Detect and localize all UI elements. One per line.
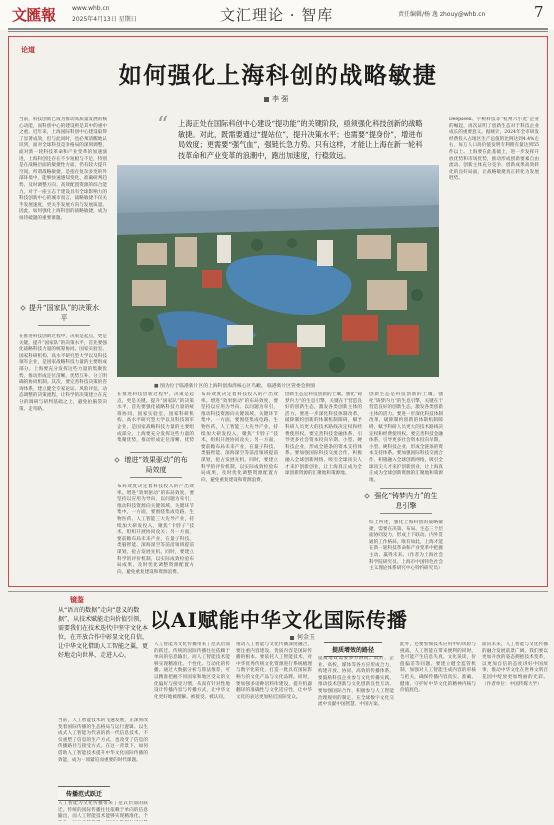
body-column: 此外，还要警惕技术应用中的风险与挑战。人工智能在带来便利的同时，也可能产生信息失真、文化误读、价值偏差等问题。要建立健全监管机制，加强对人工智能生成内容的审核与把关，确保传播内容真实、准确、健康，守护好中华文化的精神内核与价值底色。 — [400, 642, 476, 694]
body-column: 面向未来，人工智能与文化传播的融合发展前景广阔。我们要以更加开放的姿态拥抱技术变革，以更加自信的态度讲好中国故事，推动中华文化在世界文明百花园中绽放更加绚丽的光彩。（作者单位：中国传媒大学） — [482, 642, 548, 687]
section-title: 文汇理论 · 智库 — [220, 6, 334, 24]
body-column: 创新生态是科技创新的土壤。强化“铸梦内力”的生息引擎，关键在于营造良好的创新生态，激发各类创新主体的活力。要进一步深化科技体制改革，破除制约创新的体制机制障碍，赋予科研人员更大的技术路线决定权和经费使用权。要完善科技金融体系，引导更多社会资本投向早期、小型、硬科技企业，形成全链条的资本支持体系。要加强国际科技交流合作，积极融入全球创新网络，吸引全球顶尖人才来沪创新创业，让上海真正成为全球创新资源的汇聚地和策源地。 — [285, 392, 362, 477]
body-column: 布局效度决定着科技投入的产出效率。增进“效果驱动”的布局效度，要坚持以应用为导向、以问题为牵引，推动科技资源向关键领域、关键环节集中。一方面，要围绕集成电路、生物医药、人工智能三大先导产业，持续加大研发投入，聚焦“卡脖子”技术，组织开展协同攻关；另一方面，要前瞻布局未来产业，在量子科技、类脑智能、深海深空等前沿领域提前谋划，抢占发展先机。同时，要建立科学的评价机制，以实际成效检验布局成果，及时优化调整资源配置方向，避免重复建设和资源浪费。 — [117, 484, 194, 575]
site-url: www.whb.cn — [72, 5, 110, 12]
editor-credit: 责任编辑/杨 逸 zhouy@whb.cn — [398, 11, 486, 18]
body-column: 创新生态是科技创新的土壤。强化“铸梦内力”的生息引擎，关键在于营造良好的创新生态，激发各类创新主体的活力。要进一步深化科技体制改革，破除制约创新的体制机制障碍，赋予科研人员更大的技术路线决定权和经费使用权。要完善科技金融体系，引导更多社会资本投向早期、小型、硬科技企业，形成全链条的资本支持体系。要加强国际科技交流合作，积极融入全球创新网络，吸引全球顶尖人才来沪创新创业，让上海真正成为全球创新资源的汇聚地和策源地。 — [369, 392, 443, 482]
article-frame-highlighted[interactable] — [8, 36, 548, 587]
body-column: Deepseek、宇树科技等“杭州六小龙”企业的崛起，再次证明了创新生态对于科技企业成长的重要意义。据统计，2024年全市研发经费投入占地区生产总值的比例达到4.4%左右，每万人口高价值发明专利拥有量达到55件以上。上海要在此基础上，进一步发挥开放优势和市场优势，推动形成创新要素自由流动、创新主体充分竞争、创新成果高效转化的良好局面，让战略敏捷真正转化为发展胜势。 — [449, 117, 539, 182]
article-lead: 从“语言的数据”走向“意义的数据”，从技术赋能走向价值引领，需要我们在技术迭代中坚守文化本位，在开放合作中彰显文化自信，让中华文化借助人工智能之翼，更好地走向世界、走进人心。 — [58, 607, 149, 659]
article-divider — [8, 591, 548, 592]
article-headline: 如何强化上海科创的战略敏捷 — [118, 62, 438, 89]
body-column: 人工智能为文化传播带来了范式层面的跃迁。传统的国际传播往往依赖于单向的信息输出，而人工智能技术能够实现精准化、个性化、互动化的传播。通过大数据分析与算法推荐，可以精准把握不同国家和地区受众的文化偏好与接受习惯，从而有针对性地设计传播内容与传播方式，让中华文化更好地被理解、被接受、被认同。 — [154, 642, 230, 700]
masthead-rule-thin — [8, 31, 548, 32]
section-subhead: 传播范式跃迁 — [58, 786, 110, 801]
body-column: 布局效度决定着科技投入的产出效率。增进“效果驱动”的布局效度，要坚持以应用为导向、以问题为牵引，推动科技资源向关键领域、关键环节集中。一方面，要围绕集成电路、生物医药、人工智能三大先导产业，持续加大研发投入，聚焦“卡脖子”技术，组织开展协同攻关；另一方面，要前瞻布局未来产业，在量子科技、类脑智能、深海深空等前沿领域提前谋划，抢占发展先机。同时，要建立科学的评价机制，以实际成效检验布局成果，及时优化调整资源配置方向，避免重复建设和资源浪费。 — [201, 392, 278, 483]
article-lead: 上海正处在国际科创中心建设“提功能”的关键阶段，亟须强化科技创新的战略敏捷。对此，既需要通过“提站位”，提升决策水平；也需要“提身份”，增进布局效度；更需要“强气血”，强链长急力势。只有这样，才能让上海在新一轮科技革命和产业变革的浪潮中，跑出加速度，行稳致远。 — [178, 119, 423, 160]
body-column: 当前，科技创新已成为推动高质量发展的核心动能，而科创中心的建设则是其中的重中之重。近年来，上海国际科创中心建设取得了显著成效，但与此同时，也必须清醒地认识到，面对全球科技竞争格局的深刻调整，面对新一轮科技革命和产业变革的加速演进，上海科创还存在不少短板与不足，特别是在战略层面的敏捷性方面，仍有较大提升空间。所谓战略敏捷，是指在复杂多变的外部环境中，能够快速感知变化、准确研判趋势、及时调整方向、高效配置资源的综合能力。对于一座立志于建设具有全球影响力的科技创新中心的城市而言，战略敏捷不仅关乎发展速度，更关乎发展方向与发展质量。因此，如何强化上海科创的战略敏捷，成为亟待破题的重要课题。 — [19, 117, 107, 221]
body-column: 在推进科技创新过程中，决策是起点，更是关键。提升“国家队”的决策水平，首先要强化战略科技力量的统筹协同。国家实验室、国家科研机构、高水平研究型大学以及科技领军企业，是国家战略科技力量的主要组成部分。上海要充分发挥这些力量的集聚优势，推动形成定位清晰、优势 — [117, 392, 194, 444]
article-author: 李 强 — [264, 94, 288, 104]
diamond-icon — [364, 493, 370, 499]
aerial-campus-photo — [117, 165, 439, 377]
section-subhead: 提升“国家队”的决策水平 — [27, 303, 101, 323]
body-column: 当前，人工智能技术的飞速发展，正深刻改变着国际传播的生态格局与运行逻辑。以生成式人工智能为代表的新一代信息技术，不仅重塑了信息的生产方式，也改变了信息的传播路径与接受方式。在这一背景下，如何借助人工智能技术提升中华文化国际传播的效能，成为一项紧迫而重要的时代课题。 — [58, 718, 148, 763]
body-column: 综上所述，强化上海科创的战略敏捷，需要在决策、布局、生态三个层面协同发力，形成上下联动、内外贯通的工作格局。唯有如此，上海才能在新一轮科技革命和产业变革中把握主动、赢得未来。（作者为上海社会科学院研究员、上海市中国特色社会主义理论体系研究中心特约研究员） — [369, 520, 443, 572]
article-author: 何金玉 — [290, 632, 315, 641]
quote-mark-icon: “ — [157, 113, 169, 138]
section-subhead: 强化“铸梦内力”的生息引擎 — [371, 491, 441, 511]
section-subhead: 增进“效果驱动”的布局效度 — [121, 455, 191, 475]
section-subhead: 提质增效的路径 — [324, 642, 382, 657]
column-tag: 镜鉴 — [70, 596, 84, 604]
body-column: 推动人工智能与文化传播深度融合，要注重内容建设。优质内容是国际传播的根本。要依托人工智能技术，对中华优秀传统文化资源进行系统梳理与数字化转化，打造一批具有国际影响力的文化产品与文化品牌。同时，要加强多语种语料库建设，提升机器翻译的准确性与文化适应性，让中华文化的表达更加贴近国际受众。 — [236, 642, 312, 700]
issue-date: 2025年4月13日 星期日 — [72, 16, 137, 23]
masthead-rule — [8, 28, 548, 30]
body-column: 提质增效需要多方协同。政府、企业、高校、媒体等各方应形成合力，构建开放、协同、高效的传播体系。要鼓励科技企业参与文化传播实践，推动技术创新与文化创新良性互动。要加强国际合作，积极参与人工智能治理规则的制定，在全球数字文化交流中贡献中国智慧、中国方案。 — [318, 656, 394, 708]
body-column: 人工智能为文化传播带来了范式层面的跃迁。传统的国际传播往往依赖于单向的信息输出，而人工智能技术能够实现精准化、个 — [58, 801, 148, 820]
body-column: 在推进科技创新过程中，决策是起点，更是关键。提升“国家队”的决策水平，首先要强化战略科技力量的统筹协同。国家实验室、国家科研机构、高水平研究型大学以及科技领军企业，是国家战略科技力量的主要组成部分。上海要充分发挥这些力量的集聚优势，推动形成定位清晰、优势互补、分工明确的协同机制。其次，要完善科技决策的咨询体系，建立健全专家论证、风险评估、动态调整的决策流程，让科学的决策建立在充分的调研与研判基础之上，避免拍脑袋决策、走弯路。 — [19, 334, 107, 412]
photo-caption: ■ 图为位于临港新片区的上海科创海湾核心区鸟瞰。 临港新片区管委会供图 — [154, 382, 315, 389]
diamond-icon — [114, 457, 120, 463]
column-tag: 论道 — [21, 46, 35, 54]
page-number: 7 — [534, 3, 544, 21]
newspaper-logo: 文匯報 — [12, 6, 56, 24]
article-headline: 以AI赋能中华文化国际传播 — [150, 608, 408, 632]
masthead — [0, 0, 554, 30]
diamond-icon — [20, 305, 26, 311]
